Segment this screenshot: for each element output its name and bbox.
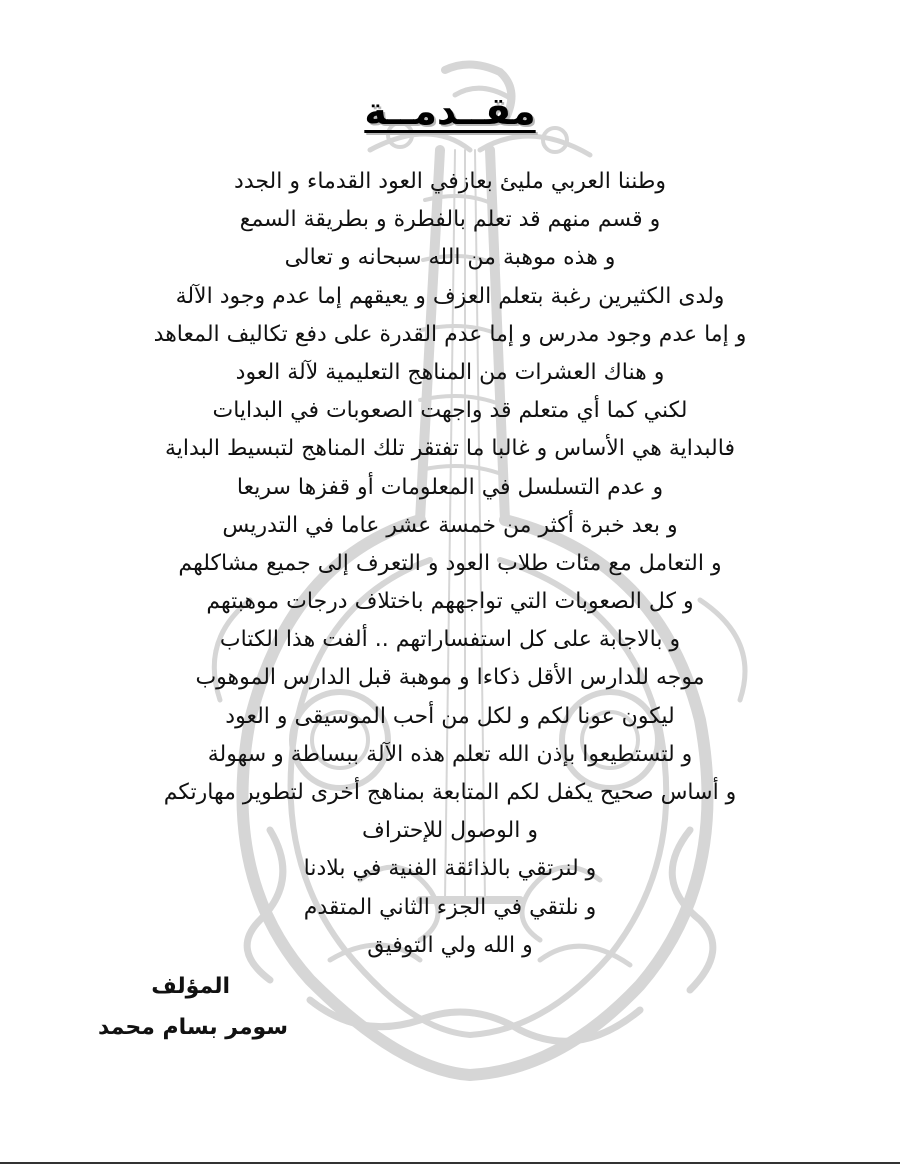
page-title: مقــدمــة: [364, 89, 536, 133]
text-line: و إما عدم وجود مدرس و إما عدم القدرة على دفع تكاليف المعاهد: [153, 321, 747, 347]
text-line: و التعامل مع مئات طلاب العود و التعرف إلى جميع مشاكلهم: [178, 550, 722, 576]
author-label: المؤلف: [151, 974, 230, 999]
text-line: و الله ولي التوفيق: [367, 932, 533, 958]
text-line: فالبداية هي الأساس و غالبا ما تفتقر تلك المناهج لتبسيط البداية: [165, 436, 735, 462]
text-line: و عدم التسلسل في المعلومات أو قفزها سريعا: [236, 474, 664, 500]
text-line: و هذه موهبة من الله سبحانه و تعالى: [284, 245, 616, 271]
text-line: و أساس صحيح يكفل لكم المتابعة بمناهج أخرى لتطوير مهارتكم: [163, 780, 737, 805]
text-line: و كل الصعوبات التي تواجههم باختلاف درجات موهبتهم: [206, 589, 694, 615]
text-line: و قسم منهم قد تعلم بالفطرة و بطريقة السمع: [239, 207, 661, 233]
text-line: و نلتقي في الجزء الثاني المتقدم: [303, 894, 597, 920]
text-line: و هناك العشرات من المناهج التعليمية لآلة العود: [235, 359, 665, 385]
intro-text-block: [90, 163, 810, 965]
text-line: و لتستطيعوا بإذن الله تعلم هذه الآلة ببساطة و سهولة: [207, 741, 693, 767]
text-line: وطننا العربي مليئ بعازفي العود القدماء و الجدد: [234, 169, 666, 194]
text-line: موجه للدارس الأقل ذكاءا و موهبة قبل الدارس الموهوب: [195, 665, 705, 691]
author-name: سومر بسام محمد: [97, 1015, 288, 1040]
text-line: و لنرتقي بالذائقة الفنية في بلادنا: [303, 856, 597, 882]
text-line: و بالاجابة على كل استفساراتهم .. ألفت هذا الكتاب: [219, 627, 681, 653]
text-line: و بعد خبرة أكثر من خمسة عشر عاما في التدريس: [222, 512, 678, 538]
text-line: لكني كما أي متعلم قد واجهت الصعوبات في البدايات: [212, 398, 688, 424]
text-line: ولدى الكثيرين رغبة بتعلم العزف و يعيقهم إما عدم وجود الآلة: [175, 283, 725, 309]
text-line: و الوصول للإحتراف: [362, 818, 538, 844]
text-line: ليكون عونا لكم و لكل من أحب الموسيقى و العود: [225, 703, 675, 729]
